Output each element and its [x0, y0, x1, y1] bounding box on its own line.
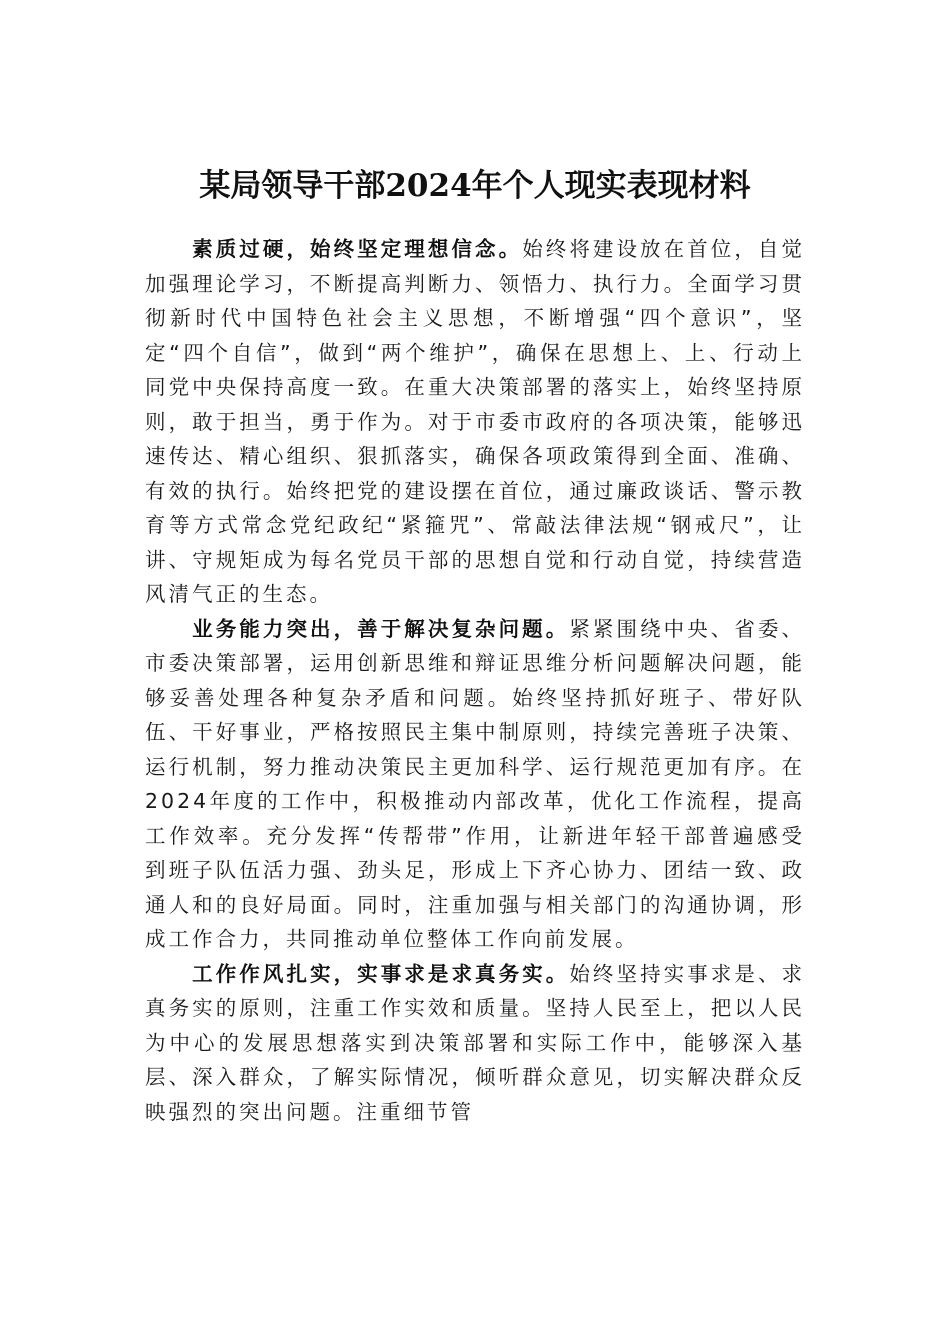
- paragraph-work-style: [145, 957, 805, 1130]
- paragraph-text: 始终坚持实事求是、求真务实的原则，注重工作实效和质量。坚持人民至上，把以人民为中心的发展思想落实到决策部署和实际工作中，能够深入基层、深入群众，了解实际情况，倾听群众意见，切实解决群众反映强烈的突出问题。注重细节管: [145, 961, 806, 1124]
- document-body: [145, 232, 805, 1129]
- paragraph-ability: [145, 612, 805, 957]
- paragraph-text: 始终将建设放在首位，自觉加强理论学习，不断提高判断力、领悟力、执行力。全面学习贯彻新时代中国特色社会主义思想，不断增强“四个意识”，坚定“四个自信”，做到“两个维护”，确保在思想上、上、行动上同党中央保持高度一致。在重大决策部署的落实上，始终坚持原则，敢于担当，勇于作为。对于市委市政府的各项决策，能够迅速传达、精心组织、狠抓落实，确保各项政策得到全面、准确、有效的执行。始终把党的建设摆在首位，通过廉政谈话、警示教育等方式常念党纪政纪“紧箍咒”、常敲法律法规“钢戒尺”，让讲、守规矩成为每名党员干部的思想自觉和行动自觉，持续营造风清气正的生态。: [145, 237, 806, 606]
- paragraph-heading: 业务能力突出，善于解决复杂问题。: [192, 616, 570, 641]
- paragraph-heading: 工作作风扎实，实事求是求真务实。: [192, 961, 570, 986]
- paragraph-heading: 素质过硬，始终坚定理想信念。: [192, 237, 523, 261]
- paragraph-quality: [145, 232, 805, 612]
- document-title: 某局领导干部2024年个人现实表现材料: [199, 168, 751, 204]
- paragraph-text: 紧紧围绕中央、省委、市委决策部署，运用创新思维和辩证思维分析问题解决问题，能够妥善处理各种复杂矛盾和问题。始终坚持抓好班子、带好队伍、干好事业，严格按照民主集中制原则，持续完善班子决策、运行机制，努力推动决策民主更加科学、运行规范更加有序。在2024年度的工作中，积极推动内部改革，优化工作流程，提高工作效率。充分发挥“传帮带”作用，让新进年轻干部普遍感受到班子队伍活力强、劲头足，形成上下齐心协力、团结一致、政通人和的良好局面。同时，注重加强与相关部门的沟通协调，形成工作合力，共同推动单位整体工作向前发展。: [145, 616, 806, 951]
